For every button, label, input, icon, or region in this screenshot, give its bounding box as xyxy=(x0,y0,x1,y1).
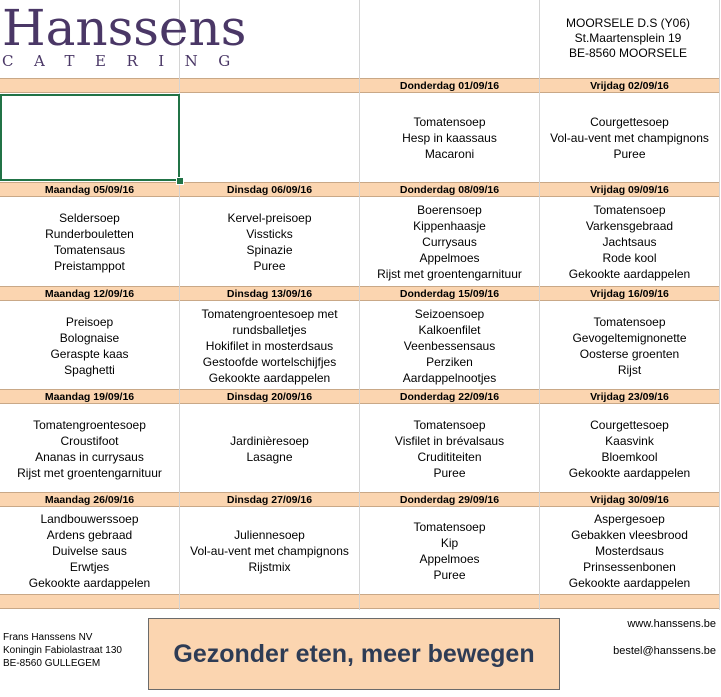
menu-item: Geraspte kaas xyxy=(50,346,129,361)
menu-item: Gestoofde wortelschijfjes xyxy=(202,354,337,369)
menu-item: Puree xyxy=(613,147,646,161)
day-header[interactable]: Vrijdag 02/09/16 xyxy=(540,78,719,93)
menu-cell[interactable] xyxy=(180,405,359,492)
menu-cell[interactable] xyxy=(540,198,719,286)
menu-item: rundsballetjes xyxy=(232,322,307,337)
menu-cell[interactable] xyxy=(180,302,359,389)
menu-item: Kaasvink xyxy=(605,433,654,448)
company-street: Koningin Fabiolastraat 130 xyxy=(3,645,122,656)
menu-item: Gekookte aardappelen xyxy=(568,465,691,480)
menu-item: Tomatengroentesoep xyxy=(33,417,146,432)
day-header[interactable]: Maandag 26/09/16 xyxy=(0,492,179,507)
empty-row[interactable] xyxy=(360,594,539,609)
menu-item: Bloemkool xyxy=(601,449,658,464)
menu-item: Aspergesoep xyxy=(594,512,665,526)
menu-item: Vissticks xyxy=(246,227,293,241)
menu-item: Spaghetti xyxy=(64,362,115,377)
menu-cell[interactable] xyxy=(180,198,359,286)
menu-item: Gevogeltemignonette xyxy=(572,330,687,345)
menu-item: Puree xyxy=(433,568,466,582)
day-header[interactable]: Donderdag 08/09/16 xyxy=(360,182,539,197)
menu-cell[interactable] xyxy=(0,508,179,594)
company-address xyxy=(3,631,122,670)
menu-cell[interactable] xyxy=(360,94,539,182)
menu-item: Kippenhaasje xyxy=(413,219,486,233)
logo-tagline: CATERING xyxy=(2,52,251,70)
day-header[interactable]: Dinsdag 27/09/16 xyxy=(180,492,359,507)
day-header[interactable]: Donderdag 22/09/16 xyxy=(360,389,539,404)
menu-item: Crudititeiten xyxy=(417,449,482,464)
logo-name: Hanssens xyxy=(2,0,247,57)
menu-item: Visfilet in brévalsaus xyxy=(394,433,505,448)
menu-cell[interactable] xyxy=(0,198,179,286)
menu-item: Appelmoes xyxy=(419,251,480,265)
menu-cell[interactable] xyxy=(360,198,539,286)
day-header[interactable] xyxy=(0,78,179,93)
menu-item: Puree xyxy=(253,259,286,273)
menu-item: Rijst xyxy=(617,362,642,377)
menu-cell[interactable] xyxy=(180,94,359,182)
empty-row[interactable] xyxy=(540,594,719,609)
address-line-2: St.Maartensplein 19 xyxy=(574,31,682,45)
menu-item: Courgettesoep xyxy=(590,115,669,129)
menu-item: Seizoensoep xyxy=(414,306,485,321)
menu-item: Croustifoot xyxy=(60,433,119,448)
menu-item: Spinazie xyxy=(246,243,293,257)
menu-cell[interactable] xyxy=(540,302,719,389)
menu-item: Oosterse groenten xyxy=(579,346,680,361)
menu-item: Veenbessensaus xyxy=(403,338,496,353)
grid-line xyxy=(719,0,720,610)
slogan-banner xyxy=(148,618,560,690)
menu-item: Boerensoep xyxy=(417,203,482,217)
menu-item: Hokifilet in mosterdsaus xyxy=(205,338,334,353)
menu-item: Macaroni xyxy=(424,147,475,161)
menu-item: Varkensgebraad xyxy=(585,219,674,233)
menu-item: Jachtsaus xyxy=(602,235,657,249)
hanssens-logo xyxy=(0,0,260,78)
menu-item: Lasagne xyxy=(246,449,293,464)
address-line-1: MOORSELE D.S (Y06) xyxy=(565,16,691,30)
website-link[interactable]: www.hanssens.be xyxy=(627,618,716,630)
contact-info xyxy=(613,617,716,659)
menu-item: Hesp in kaassaus xyxy=(402,131,497,145)
slogan-text: Gezonder eten, meer bewegen xyxy=(173,639,535,668)
day-header[interactable]: Maandag 19/09/16 xyxy=(0,389,179,404)
selected-cell[interactable] xyxy=(0,94,180,181)
day-header[interactable]: Dinsdag 20/09/16 xyxy=(180,389,359,404)
menu-item: Runderbouletten xyxy=(45,227,134,241)
day-header[interactable]: Vrijdag 23/09/16 xyxy=(540,389,719,404)
menu-item: Appelmoes xyxy=(419,552,480,566)
menu-item: Aardappelnootjes xyxy=(402,370,497,385)
address-line-3: BE-8560 MOORSELE xyxy=(568,46,688,60)
menu-item: Gekookte aardappelen xyxy=(568,576,691,590)
menu-cell[interactable] xyxy=(180,508,359,594)
menu-item: Tomatensoep xyxy=(413,417,486,432)
menu-item: Seldersoep xyxy=(59,211,120,225)
menu-item: Landbouwerssoep xyxy=(40,512,139,526)
menu-item: Tomatengroentesoep met xyxy=(201,306,338,321)
menu-item: Gekookte aardappelen xyxy=(208,370,331,385)
menu-item: Vol-au-vent met champignons xyxy=(550,131,709,145)
menu-item: Prinsessenbonen xyxy=(583,560,676,574)
menu-item: Tomatensoep xyxy=(413,115,486,129)
school-address xyxy=(540,16,716,61)
day-header[interactable]: Donderdag 29/09/16 xyxy=(360,492,539,507)
menu-item: Courgettesoep xyxy=(590,417,669,432)
menu-item: Tomatensoep xyxy=(593,203,666,217)
menu-cell[interactable] xyxy=(360,302,539,389)
menu-item: Juliennesoep xyxy=(234,528,305,542)
day-header[interactable]: Donderdag 01/09/16 xyxy=(360,78,539,93)
menu-item: Erwtjes xyxy=(69,560,110,574)
day-header[interactable]: Vrijdag 16/09/16 xyxy=(540,286,719,301)
menu-item: Rijst met groentengarnituur xyxy=(377,267,522,281)
menu-item: Rode kool xyxy=(602,251,657,265)
day-header[interactable] xyxy=(180,78,359,93)
day-header[interactable]: Vrijdag 30/09/16 xyxy=(540,492,719,507)
menu-cell[interactable] xyxy=(540,94,719,182)
email-link[interactable]: bestel@hanssens.be xyxy=(613,645,716,657)
menu-item: Mosterdsaus xyxy=(595,544,664,558)
menu-cell[interactable] xyxy=(360,508,539,594)
day-header[interactable]: Donderdag 15/09/16 xyxy=(360,286,539,301)
menu-cell[interactable] xyxy=(0,405,179,492)
menu-item: Jardinièresoep xyxy=(230,433,309,448)
day-header[interactable]: Maandag 12/09/16 xyxy=(0,286,179,301)
menu-item: Gebakken vleesbrood xyxy=(571,528,688,542)
menu-item: Gekookte aardappelen xyxy=(28,576,151,590)
empty-row[interactable] xyxy=(0,594,179,609)
menu-item: Kip xyxy=(440,536,459,550)
day-header[interactable]: Dinsdag 06/09/16 xyxy=(180,182,359,197)
menu-item: Kervel-preisoep xyxy=(227,211,312,225)
menu-item: Bolognaise xyxy=(59,330,120,345)
menu-item: Tomatensaus xyxy=(53,243,126,257)
menu-item: Puree xyxy=(433,465,466,480)
menu-cell[interactable] xyxy=(0,302,179,389)
menu-item: Preistamppot xyxy=(54,259,125,273)
menu-item: Rijstmix xyxy=(248,560,291,574)
menu-cell[interactable] xyxy=(540,508,719,594)
menu-item: Preisoep xyxy=(65,314,114,329)
day-header[interactable]: Vrijdag 09/09/16 xyxy=(540,182,719,197)
menu-item: Duivelse saus xyxy=(52,544,127,558)
menu-cell[interactable] xyxy=(540,405,719,492)
menu-item: Tomatensoep xyxy=(593,314,666,329)
menu-cell[interactable] xyxy=(360,405,539,492)
day-header[interactable]: Dinsdag 13/09/16 xyxy=(180,286,359,301)
company-city: BE-8560 GULLEGEM xyxy=(3,658,101,669)
menu-item: Vol-au-vent met champignons xyxy=(190,544,349,558)
menu-item: Currysaus xyxy=(422,235,477,249)
menu-item: Ananas in currysaus xyxy=(35,449,144,464)
menu-item: Rijst met groentengarnituur xyxy=(17,465,162,480)
menu-item: Kalkoenfilet xyxy=(418,322,481,337)
menu-item: Gekookte aardappelen xyxy=(568,267,691,281)
menu-item: Tomatensoep xyxy=(413,520,486,534)
company-name: Frans Hanssens NV xyxy=(3,632,93,643)
menu-item: Ardens gebraad xyxy=(46,528,133,542)
menu-item: Perziken xyxy=(426,354,473,369)
fill-handle[interactable] xyxy=(176,177,184,185)
day-header[interactable]: Maandag 05/09/16 xyxy=(0,182,179,197)
empty-row[interactable] xyxy=(180,594,359,609)
